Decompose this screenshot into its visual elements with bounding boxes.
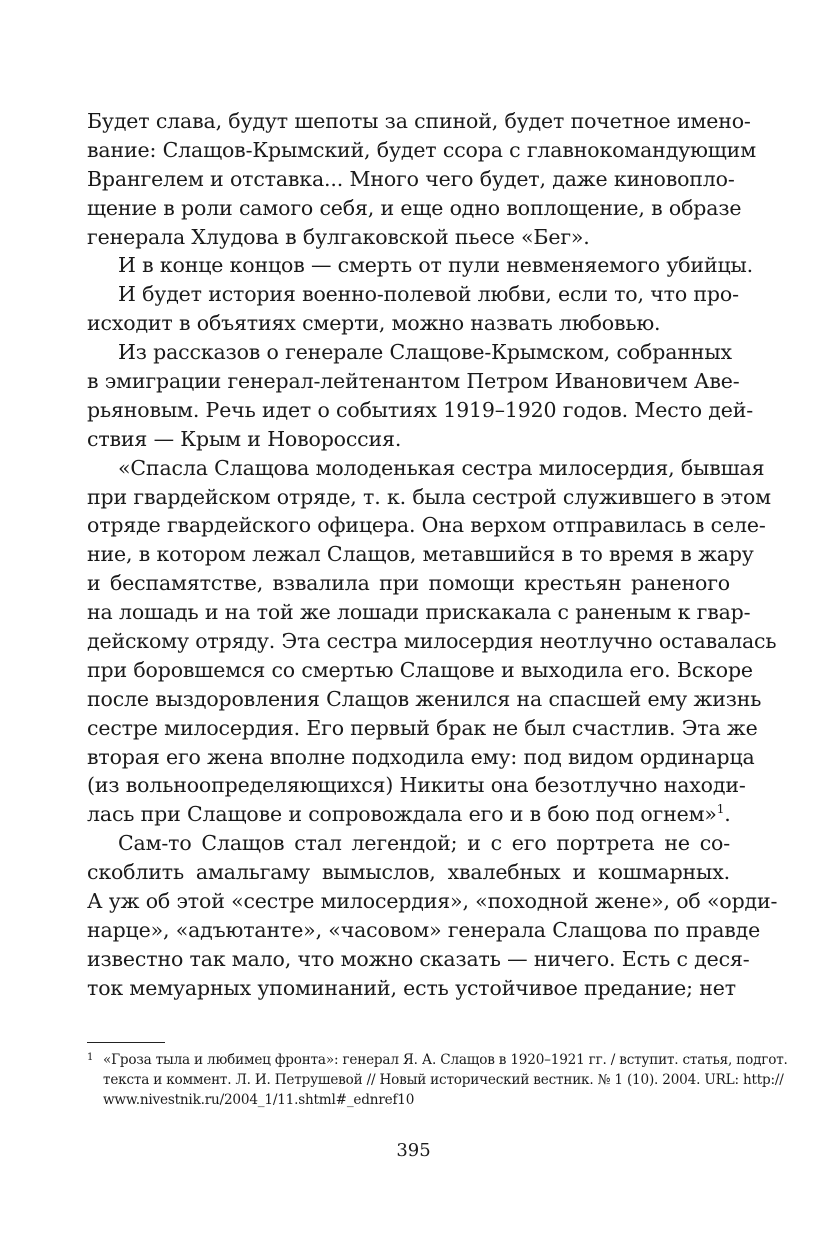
text-line: щение в роли самого себя, и еще одно воплощение, в образе [87, 195, 742, 220]
text-line: ствия — Крым и Новороссия. [87, 426, 402, 451]
text-line: сестре милосердия. Его первый брак не был счастлив. Эта же [87, 715, 758, 740]
text-line: исходит в объятиях смерти, можно назвать любовью. [87, 311, 661, 336]
text-line-with-footnote: лась при Слащове и сопровождала его и в бою под огнем»$^1$. [87, 802, 731, 827]
footnote-reference[interactable]: 1 [716, 802, 725, 817]
footnote-number: 1 [87, 1052, 94, 1063]
text-line: дейскому отряду. Эта сестра милосердия неотлучно оставалась [87, 629, 777, 654]
text-line: скоблить амальгаму вымыслов, хвалебных и кошмарных. [87, 860, 730, 885]
text-line: известно так мало, что можно сказать — ничего. Есть с деся- [87, 946, 750, 971]
page-number: 395 [396, 1140, 431, 1161]
text-line: вание: Слащов-Крымский, будет ссора с главнокомандующим [87, 137, 756, 162]
text-line: лась при Слащове и сопровождала его и в бою под огнем» [87, 802, 717, 827]
text-line: генерала Хлудова в булгаковской пьесе «Бег». [87, 224, 590, 249]
text-line: при гвардейском отряде, т. к. была сестрой служившего в этом [87, 484, 771, 509]
footnote-divider [87, 1042, 165, 1043]
main-text [87, 107, 778, 1003]
text-line: нарце», «адъютанте», «часовом» генерала Слащова по правде [87, 917, 761, 942]
text-line: И в конце концов — смерть от пули невменяемого убийцы. [118, 253, 754, 278]
footnote [87, 1050, 788, 1110]
text-line: и беспамятстве, взвалила при помощи крестьян раненого [87, 571, 730, 596]
text-line: вторая его жена вполне подходила ему: под видом ординарца [87, 744, 755, 769]
text-line: Из рассказов о генерале Слащове-Крымском, собранных [118, 340, 732, 365]
text-line: после выздоровления Слащов женился на спасшей ему жизнь [87, 686, 762, 711]
text-line: Будет слава, будут шепоты за спиной, будет почетное имено- [87, 109, 751, 133]
text-line: Врангелем и отставка... Много чего будет, даже киновопло- [87, 166, 735, 191]
text-line: А уж об этой «сестре милосердия», «походной жене», об «орди- [87, 889, 778, 914]
footnote-line: текста и коммент. Л. И. Петрушевой // Новый исторический вестник. № 1 (10). 2004. URL: http:// [103, 1072, 784, 1088]
text-line: И будет история военно-полевой любви, если то, что про- [118, 282, 739, 307]
footnote-line: «Гроза тыла и любимец фронта»: генерал Я. А. Слащов в 1920–1921 гг. / вступит. статья, подгот. [103, 1052, 788, 1068]
text-line: «Спасла Слащова молоденькая сестра милосердия, бывшая [118, 455, 765, 480]
text-line: ние, в котором лежал Слащов, метавшийся в то время в жару [87, 542, 754, 567]
text-line: отряде гвардейского офицера. Она верхом отправилась в селе- [87, 513, 766, 538]
text-line: при боровшемся со смертью Слащове и выходила его. Вскоре [87, 657, 753, 682]
text-line: ток мемуарных упоминаний, есть устойчивое предание; нет [87, 975, 736, 1000]
footnote-url-line[interactable]: www.nivestnik.ru/2004_1/11.shtml#_ednref10 [103, 1092, 415, 1108]
text-line: в эмиграции генерал-лейтенантом Петром Ивановичем Аве- [87, 369, 740, 394]
text-line: на лошадь и на той же лошади прискакала с раненым к гвар- [87, 600, 751, 625]
text-line: (из вольноопределяющихся) Никиты она безотлучно находи- [87, 773, 746, 798]
text-line: Сам-то Слащов стал легендой; и с его портрета не со- [118, 831, 730, 856]
text-line: рьяновым. Речь идет о событиях 1919–1920 годов. Место дей- [87, 397, 754, 422]
